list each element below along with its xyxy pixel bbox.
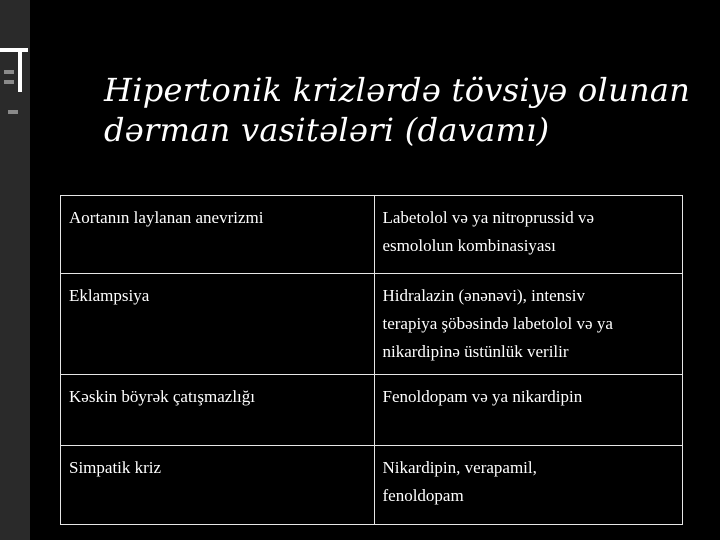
condition-text: Kəskin böyrək çatışmazlığı [69, 387, 256, 406]
slide-title [104, 70, 694, 150]
treatment-line: Nikardipin, verapamil, [382, 458, 537, 477]
condition-text: Simpatik kriz [69, 458, 162, 477]
condition-cell [61, 375, 375, 446]
table-row [61, 446, 683, 525]
treatment-line: fenoldopam [382, 486, 464, 505]
treatment-cell [374, 196, 683, 274]
condition-text: Eklampsiya [69, 286, 150, 305]
treatment-line: terapiya şöbəsində labetolol və ya [382, 314, 613, 333]
condition-cell [61, 196, 375, 274]
treatment-cell [374, 274, 683, 375]
treatment-cell [374, 375, 683, 446]
table-row [61, 274, 683, 375]
decorative-mark [4, 80, 14, 84]
decorative-mark [8, 110, 18, 114]
treatment-line: Fenoldopam və ya nikardipin [382, 387, 583, 406]
slide-title-line-1: Hipertonik krizlərdə tövsiyə olunan [104, 71, 691, 109]
slide-title-line-2: dərman vasitələri (davamı) [104, 111, 550, 149]
condition-cell [61, 274, 375, 375]
decorative-bar-vertical [18, 48, 22, 92]
treatment-line: Hidralazin (ənənəvi), intensiv [382, 286, 586, 305]
condition-cell [61, 446, 375, 525]
table-row [61, 375, 683, 446]
treatment-line: esmololun kombinasiyası [382, 236, 556, 255]
decorative-mark [4, 70, 14, 74]
recommendations-table [60, 195, 683, 525]
table-row [61, 196, 683, 274]
treatment-line: Labetolol və ya nitroprussid və [382, 208, 595, 227]
condition-text: Aortanın laylanan anevrizmi [69, 208, 264, 227]
treatment-cell [374, 446, 683, 525]
treatment-line: nikardipinə üstünlük verilir [382, 342, 569, 361]
decorative-bar-horizontal [0, 48, 28, 52]
